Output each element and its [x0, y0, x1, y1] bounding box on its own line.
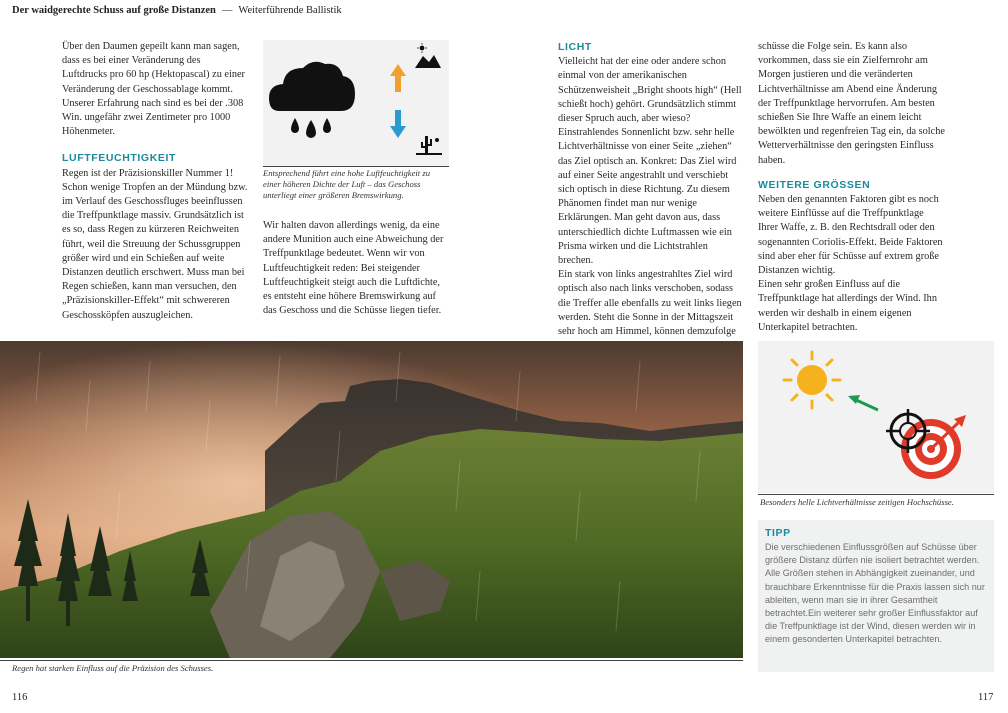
page-number-right: 117: [978, 692, 994, 703]
rain-cloud-icon: [269, 62, 355, 138]
rain-landscape-photo: [0, 341, 743, 658]
photo-caption: Regen hat starken Einfluss auf die Präzision des Schusses.: [12, 663, 214, 673]
light-figure: [758, 341, 994, 493]
caption-rule: [263, 166, 449, 167]
paragraph-coriolis: Neben den genannten Faktoren gibt es noch weitere Einflüsse auf die Treffpunktlage Ihrer Waffe, z. B. den Rechtsdrall oder den sogenannten Coriolis-Effekt. Beide Faktoren sind aber eher für Schüsse auf extrem große Distanzen wichtig.: [758, 194, 943, 277]
column-2: [263, 219, 451, 318]
paragraph-wind: Einen sehr großen Einfluss auf die Treffpunktlage hat allerdings der Wind. Ihn werden wir deshalb in einem eigenen Unterkapitel betrachten.: [758, 279, 937, 333]
sun-caption: Besonders helle Lichtverhältnisse zeitigen Hochschüsse.: [760, 497, 954, 507]
book-title: Der waidgerechte Schuss auf große Distanzen: [12, 5, 216, 16]
arrow-up-icon: [390, 64, 406, 92]
page-number-left: 116: [12, 692, 28, 703]
paragraph-rain: Regen ist der Präzisionskiller Nummer 1! Schon wenige Tropfen an der Mündung bzw. im Verlauf des Geschossfluges beeinflussen die Treffpunktlage massiv. Grundsätzlich ist es so, dass Regen zu kürzeren Reichweiten führt, weil die Streuung der Schussgruppen größer wird und ein Schießen auf weite Distanzen deutlich erschwert. Muss man bei Regen schießen, kann man versuchen, den „Präzisionskiller-Effekt“ mit schwereren Geschossköpfen auszugleichen.: [62, 167, 248, 321]
paragraph-sunlight: Einstrahlendes Sonnenlicht bzw. sehr helle Lichtverhältnisse von einer Seite „ziehen“ das Ziel optisch an. Konkret: Das Ziel wird auf einer Seite angestrahlt und verschiebt sich optisch in diese Richtung. Zu diesem Phänomen findet man nur wenige Erklärungen. Man geht davon aus, dass unterschiedlich dichte Luftmassen wie ein Prisma wirken und die Lichtstrahlen brechen.: [558, 127, 737, 267]
humidity-figure: [263, 40, 449, 166]
running-head: [12, 5, 342, 16]
arrow-down-icon: [390, 110, 406, 138]
column-4: [758, 40, 946, 335]
mountain-sun-icon: [415, 43, 441, 68]
paragraph-bright-shoots-high: Vielleicht hat der eine oder andere schon einmal von der amerikanischen Schützenweisheit „Bright shoots high“ (Hell schießt hoch) gehört. Grundsätzlich stimmt dieser Spruch auch, aber wieso?: [558, 56, 742, 125]
header-separator: —: [221, 5, 233, 16]
desert-cactus-icon: [416, 136, 442, 155]
heading-light: LICHT: [558, 41, 592, 53]
green-arrow: [848, 395, 878, 410]
paragraph-air-pressure: Über den Daumen gepeilt kann man sagen, dass es bei einer Veränderung des Luftdrucks pro 60 hp (Hektopascal) zu einer Veränderung der Geschossablage kommt. Unserer Erfahrung nach sind es bei der .308 Win. ungefähr zwei Zentimeter pro 1000 Höhenmeter.: [62, 41, 245, 138]
paragraph-left-lit-target: Ein stark von links angestrahltes Ziel wird optisch also nach links verschoben, sodass die Treffer alle ebenfalls zu weit links liegen werden. Steht die Sonne in der Mittagszeit sehr hoch am Himmel, können demzufolge: [558, 269, 742, 338]
column-1: [62, 40, 248, 323]
sun-icon: [784, 352, 840, 408]
tip-box: [758, 520, 994, 672]
sun-caption-rule: [758, 494, 994, 495]
heading-humidity: LUFTFEUCHTIGKEIT: [62, 152, 177, 165]
chapter-title: Weiterführende Ballistik: [238, 5, 342, 16]
photo-caption-rule: [0, 660, 743, 661]
tip-title: TIPP: [765, 527, 791, 539]
column-3: [558, 40, 744, 353]
heading-further-factors: WEITERE GRÖSSEN: [758, 178, 871, 191]
paragraph-high-shots: schüsse die Folge sein. Es kann also vorkommen, dass sie ein Zielfernrohr am Morgen justieren und die veränderten Lichtverhältnisse am Abend eine Änderung der Treffpunktlage hervorrufen. Am besten schießen Sie Ihre Waffe an einem leicht bewölkten und regenfreien Tag ein, da solche Wetterverhältnisse den geringsten Einfluss haben.: [758, 41, 945, 166]
humidity-caption: Entsprechend führt eine hohe Luftfeuchtigkeit zu einer höheren Dichte der Luft – das Geschoss unterliegt einer größeren Bremswirkung.: [263, 168, 430, 200]
paragraph-humidity: Wir halten davon allerdings wenig, da eine andere Munition auch eine Abweichung der Treffpunktlage bedeutet. Wenn wir von Luftfeuchtigkeit reden: Bei steigender Luftfeuchtigkeit steigt auch die Luftdichte, es entsteht eine höhere Bremswirkung auf das Geschoss und die Schüsse liegen tiefer.: [263, 220, 444, 317]
tip-text: Die verschiedenen Einflussgrößen auf Schüsse über größere Distanz dürfen nie isoliert betrachtet werden. Alle Größen stehen in Abhängigkeit zueinander, und brauchbare Erkenntnisse für die Praxis lassen sich nur ableiten, wenn man sie in ihrer Gesamtheit betrachtet.Ein weiterer sehr großer Einflussfaktor auf die Treffpunktlage ist der Wind, diesen werden wir in einem gesonderten Unterkapitel betrachten.: [765, 542, 985, 645]
